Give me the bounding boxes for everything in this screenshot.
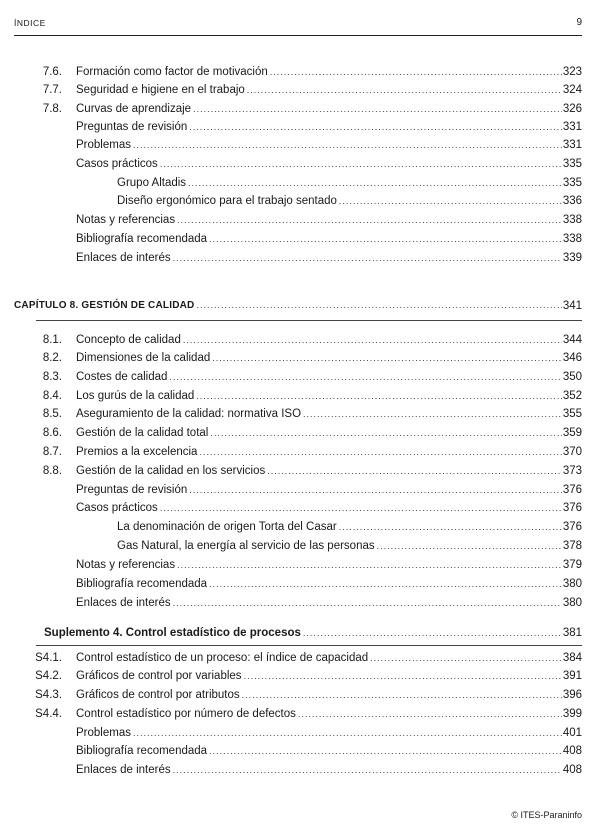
toc-page-number: 355 [562, 408, 582, 420]
header-rule [14, 35, 582, 36]
toc-entry-title: Gestión de la calidad total [76, 427, 209, 439]
toc-entry-title: La denominación de origen Torta del Casar [117, 521, 337, 533]
toc-page-number: 391 [562, 670, 582, 682]
toc-entry-title: Preguntas de revisión [76, 121, 188, 133]
toc-entry-title: Enlaces de interés [76, 597, 171, 609]
dot-leader [196, 300, 562, 310]
toc-page-number: 373 [562, 465, 582, 477]
toc-entry-number: 8.3. [42, 371, 62, 383]
toc-page-number: 339 [562, 252, 582, 264]
toc-page-number: 335 [562, 177, 582, 189]
section-rule [36, 645, 582, 646]
dot-leader [173, 765, 562, 775]
dot-leader [199, 447, 562, 457]
toc-entry [0, 670, 600, 686]
dot-leader [247, 85, 562, 95]
toc-entry-title: Premios a la excelencia [76, 446, 198, 458]
toc-page-number: 331 [562, 121, 582, 133]
dot-leader [173, 253, 562, 263]
dot-leader [133, 140, 562, 150]
toc-page-number: 376 [562, 502, 582, 514]
toc-entry [0, 121, 600, 137]
toc-entry-title: Diseño ergonómico para el trabajo sentado [117, 195, 337, 207]
toc-entry [0, 252, 600, 268]
toc-entry [0, 708, 600, 724]
toc-page-number: 335 [562, 158, 582, 170]
toc-entry [0, 689, 600, 705]
toc-page-number: 359 [562, 427, 582, 439]
dot-leader [298, 709, 562, 719]
toc-entry [0, 578, 600, 594]
toc-entry [0, 352, 600, 368]
running-header [14, 18, 582, 32]
toc-entry-title: Bibliografía recomendada [76, 578, 208, 590]
toc-entry-title: Control estadístico de un proceso: el índice de capacidad [76, 652, 369, 664]
toc-entry-title: Enlaces de interés [76, 252, 171, 264]
toc-page-number: 370 [562, 446, 582, 458]
toc-entry-title: Costes de calidad [76, 371, 168, 383]
dot-leader [193, 104, 562, 114]
dot-leader [339, 522, 562, 532]
toc-chapter-heading [0, 300, 600, 316]
toc-entry [0, 446, 600, 462]
toc-page-number: 408 [562, 745, 582, 757]
toc-page-number: 380 [562, 597, 582, 609]
dot-leader [209, 746, 562, 756]
dot-leader [377, 541, 562, 551]
toc-page-number: 338 [562, 233, 582, 245]
dot-leader [160, 503, 562, 513]
toc-supplement-heading [0, 627, 600, 643]
toc-entry-title: Curvas de aprendizaje [76, 103, 192, 115]
toc-page-number: 376 [562, 484, 582, 496]
dot-leader [303, 409, 562, 419]
toc-entry [0, 540, 600, 556]
dot-leader [244, 671, 562, 681]
toc-entry [0, 371, 600, 387]
toc-page-number: 378 [562, 540, 582, 552]
toc-page-number: 401 [562, 727, 582, 739]
toc-entry-number: 7.7. [42, 84, 62, 96]
toc-entry-title: Suplemento 4. Control estadístico de procesos [44, 627, 301, 639]
toc-entry-title: Casos prácticos [76, 158, 158, 170]
toc-entry-title: Casos prácticos [76, 502, 158, 514]
toc-page-number: 380 [562, 578, 582, 590]
dot-leader [188, 178, 562, 188]
toc-page-number: 331 [562, 139, 582, 151]
toc-entry-title: Concepto de calidad [76, 334, 181, 346]
toc-entry [0, 158, 600, 174]
toc-page-number: 326 [562, 103, 582, 115]
toc-page-number: 336 [562, 195, 582, 207]
toc-entry-title: Los gurús de la calidad [76, 390, 195, 402]
toc-entry-title: Gas Natural, la energía al servicio de las personas [117, 540, 375, 552]
toc-entry [0, 727, 600, 743]
toc-page-number: 379 [562, 559, 582, 571]
toc-entry-number: 8.5. [42, 408, 62, 420]
toc-entry [0, 334, 600, 350]
toc-entry-title: Enlaces de interés [76, 764, 171, 776]
dot-leader [212, 353, 562, 363]
toc-entry-number: S4.2. [35, 670, 62, 682]
toc-entry-number: 8.2. [42, 352, 62, 364]
toc-entry-number: 8.7. [42, 446, 62, 458]
toc-entry-title: CAPÍTULO 8. GESTIÓN DE CALIDAD [14, 300, 195, 311]
toc-page-number: 376 [562, 521, 582, 533]
toc-entry-title: Dimensiones de la calidad [76, 352, 211, 364]
toc-entry-title: Problemas [76, 727, 131, 739]
toc-entry [0, 764, 600, 780]
footer-copyright: © ITES-Paraninfo [511, 810, 582, 820]
toc-entry [0, 214, 600, 230]
dot-leader [177, 215, 562, 225]
toc-entry-title: Bibliografía recomendada [76, 233, 208, 245]
dot-leader [196, 391, 562, 401]
toc-page-number: 350 [562, 371, 582, 383]
toc-page-number: 323 [562, 66, 582, 78]
toc-entry-title: Grupo Altadis [117, 177, 187, 189]
toc-page-number: 324 [562, 84, 582, 96]
dot-leader [169, 372, 562, 382]
dot-leader [209, 579, 562, 589]
toc-entry [0, 484, 600, 500]
dot-leader [270, 67, 562, 77]
toc-entry [0, 502, 600, 518]
section-rule [36, 320, 582, 321]
dot-leader [189, 122, 562, 132]
toc-entry-number: 8.4. [42, 390, 62, 402]
toc-page-number: 399 [562, 708, 582, 720]
dot-leader [173, 598, 562, 608]
toc-entry [0, 84, 600, 100]
dot-leader [242, 690, 562, 700]
toc-entry [0, 465, 600, 481]
dot-leader [210, 428, 562, 438]
toc-entry-number: S4.3. [35, 689, 62, 701]
toc-entry-number: 7.8. [42, 103, 62, 115]
dot-leader [303, 628, 562, 638]
toc-page-number: 381 [562, 627, 582, 639]
header-title: ÍNDICE [14, 18, 46, 28]
toc-page-number: 396 [562, 689, 582, 701]
toc-entry [0, 427, 600, 443]
toc-entry-title: Gráficos de control por variables [76, 670, 242, 682]
dot-leader [183, 335, 562, 345]
toc-entry [0, 559, 600, 575]
toc-entry-number: 8.8. [42, 465, 62, 477]
dot-leader [189, 485, 562, 495]
toc-entry [0, 521, 600, 537]
toc-entry-number: 7.6. [42, 66, 62, 78]
dot-leader [177, 560, 562, 570]
header-page-number: 9 [576, 17, 582, 28]
toc-entry [0, 597, 600, 613]
toc-entry-title: Seguridad e higiene en el trabajo [76, 84, 245, 96]
dot-leader [209, 234, 562, 244]
toc-entry-number: S4.1. [35, 652, 62, 664]
toc-entry [0, 408, 600, 424]
toc-entry [0, 233, 600, 249]
toc-entry-number: 8.1. [42, 334, 62, 346]
toc-entry-title: Bibliografía recomendada [76, 745, 208, 757]
dot-leader [339, 196, 562, 206]
toc-page-number: 408 [562, 764, 582, 776]
toc-page-number: 341 [562, 300, 582, 312]
toc-entry [0, 66, 600, 82]
toc-entry [0, 195, 600, 211]
toc-entry-title: Problemas [76, 139, 131, 151]
dot-leader [370, 653, 562, 663]
toc-page-number: 384 [562, 652, 582, 664]
toc-page-number: 346 [562, 352, 582, 364]
toc-entry [0, 139, 600, 155]
dot-leader [160, 159, 562, 169]
toc-entry-title: Notas y referencias [76, 559, 176, 571]
toc-entry-title: Aseguramiento de la calidad: normativa ISO [76, 408, 302, 420]
toc-entry-title: Gestión de la calidad en los servicios [76, 465, 266, 477]
toc-entry [0, 177, 600, 193]
toc-entry-title: Gráficos de control por atributos [76, 689, 240, 701]
toc-entry [0, 652, 600, 668]
toc-page-number: 352 [562, 390, 582, 402]
toc-entry-title: Control estadístico por número de defectos [76, 708, 296, 720]
toc-entry-title: Notas y referencias [76, 214, 176, 226]
dot-leader [267, 466, 562, 476]
toc-entry-number: S4.4. [35, 708, 62, 720]
toc-entry [0, 745, 600, 761]
toc-page-number: 338 [562, 214, 582, 226]
dot-leader [133, 728, 562, 738]
toc-entry [0, 103, 600, 119]
toc-entry-title: Formación como factor de motivación [76, 66, 268, 78]
toc-entry-number: 8.6. [42, 427, 62, 439]
toc-entry [0, 390, 600, 406]
toc-page-number: 344 [562, 334, 582, 346]
toc-entry-title: Preguntas de revisión [76, 484, 188, 496]
